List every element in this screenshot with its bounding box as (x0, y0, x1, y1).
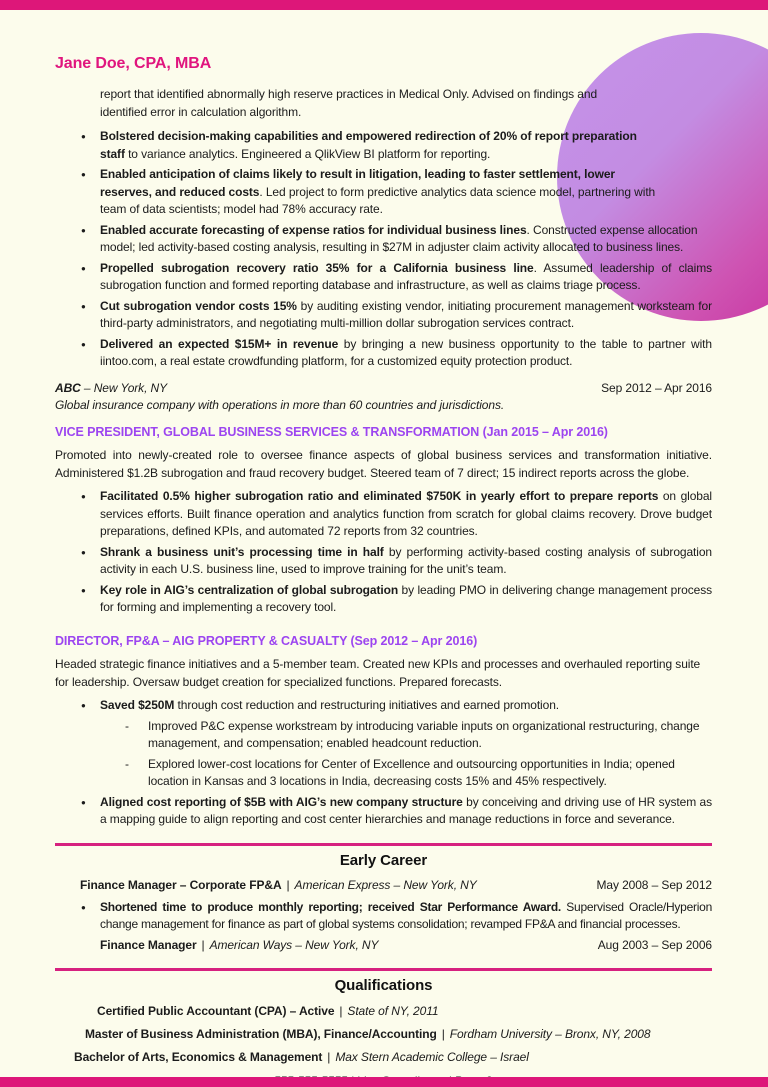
bullet-lead: Propelled subrogation recovery ratio 35% for a California business line (100, 260, 534, 275)
senior-bullet-list (55, 128, 712, 371)
role-summary: Headed strategic finance initiatives and a 5-member team. Created new KPIs and processes and overhauled reporting suite for leadership. Oversaw budget creation for specialized functions. Prepared forecasts. (55, 657, 701, 689)
bullet-item (55, 899, 712, 934)
company-tagline: Global insurance company with operations in more than 60 countries and jurisdictions. (55, 398, 505, 412)
bullet-lead: Shortened time to produce monthly reporting; received Star Performance Award. (100, 899, 562, 914)
bullet-text: . Led project to form predictive analytics data science model, partnering with team of data scientists; model had 78% accuracy rate. (100, 184, 656, 216)
entry-role: Finance Manager – Corporate FP&A (80, 878, 282, 892)
entry-role-company (80, 877, 477, 895)
company-name: ABC (55, 380, 81, 395)
bullet-lead: Enabled accurate forecasting of expense ratios for individual business lines (100, 222, 527, 237)
bullet-lead: Key role in AIG’s centralization of global subrogation (100, 582, 399, 597)
bullet-text: on global services efforts. Built finance operation and analytics function from scratch for global claims recovery. Drove budget preparations, defined KPIs, and automated 72 reports from 32 countries. (100, 489, 712, 538)
company-name-location (55, 380, 167, 398)
bullet-text: . Constructed expense allocation model; led activity-based costing analysis, resulting in $27M in adjuster claim activity allocated to business lines. (100, 222, 698, 254)
qualification-detail: Fordham University – Bronx, NY, 2008 (449, 1026, 651, 1041)
bullet-text: by conceiving and driving use of HR system as a mapping guide to align reporting and cost center hierarchies and manage reductions in force and severance. (100, 794, 712, 826)
bullet-text: by bringing a new business opportunity to the table to partner with iintoo.com, a real estate crowdfunding platform, for a customized equity protection product. (100, 336, 712, 368)
separator: | (441, 1026, 445, 1041)
sub-bullet-item: - Explored lower-cost locations for Center of Excellence and outsourcing opportunities in India; opened location in Kansas and 3 locations in India, decreasing costs 15% and 45% respectively. (100, 756, 712, 791)
early-career-entry (100, 937, 712, 955)
bullet-text: by performing activity-based costing analysis of subrogation activity in each U.S. business line, used to improve training for the unit’s team. (100, 544, 712, 576)
bullet-item (55, 128, 660, 163)
director-bullet-list (55, 697, 712, 829)
bullet-item (55, 582, 712, 617)
qualification-name: Bachelor of Arts, Economics & Management (74, 1049, 323, 1064)
qualification-name: Certified Public Accountant (CPA) – Active (97, 1003, 335, 1018)
bullet-text: to variance analytics. Engineered a QlikView BI platform for reporting. (124, 146, 491, 161)
bullet-text: Supervised Oracle/Hyperion change management for finance as part of global systems consolidation; revamped FP&A and financial processes. (100, 899, 713, 931)
continuation-paragraph: report that identified abnormally high reserve practices in Medical Only. Advised on findings and identified error in calculation algorithm. (100, 87, 598, 119)
bullet-item (55, 697, 712, 791)
bullet-lead: Delivered an expected $15M+ in revenue (100, 336, 339, 351)
top-accent-bar (0, 0, 768, 10)
bullet-lead: Saved $250M (100, 698, 175, 712)
bullet-lead: Aligned cost reporting of $5B with AIG’s new company structure (100, 794, 463, 809)
bullet-item (55, 222, 712, 257)
company-dates: Sep 2012 – Apr 2016 (601, 380, 712, 395)
separator: | (339, 1003, 343, 1018)
qualification-detail: State of NY, 2011 (347, 1003, 439, 1018)
bullet-item (55, 260, 712, 295)
entry-dates: Aug 2003 – Sep 2006 (597, 937, 712, 952)
separator: | (286, 878, 290, 892)
bullet-lead: Enabled anticipation of claims likely to result in litigation, leading to faster settlement, lower reserves, and reduced costs (100, 167, 615, 199)
bullet-lead: Shrank a business unit’s processing time in half (100, 544, 384, 559)
bullet-item (55, 488, 712, 541)
bullet-lead: Bolstered decision-making capabilities and empowered redirection of 20% of report preparation staff (100, 129, 637, 161)
qualification-item (74, 1049, 712, 1067)
separator: | (201, 937, 205, 952)
page-title: Jane Doe, CPA, MBA (55, 55, 212, 72)
bullet-text: through cost reduction and restructuring initiatives and earned promotion. (174, 698, 560, 712)
qualification-detail: Max Stern Academic College – Israel (335, 1049, 529, 1064)
early-career-bullets (55, 899, 712, 934)
bullet-lead: Facilitated 0.5% higher subrogation ratio and eliminated $750K in yearly effort to prepare reports (100, 489, 659, 503)
section-divider (55, 843, 712, 846)
sub-bullet-list (100, 718, 712, 791)
company-location: – New York, NY (80, 380, 168, 395)
entry-dates: May 2008 – Sep 2012 (596, 878, 712, 892)
role-heading-director: DIRECTOR, FP&A – AIG PROPERTY & CASUALTY (Sep 2012 – Apr 2016) (55, 633, 478, 648)
qualification-item (97, 1003, 712, 1021)
bullet-item (55, 336, 712, 371)
page-content (55, 0, 712, 1087)
bullet-lead: Cut subrogation vendor costs 15% (100, 298, 297, 313)
entry-company: American Express – New York, NY (294, 878, 477, 892)
bottom-accent-bar (0, 1077, 768, 1087)
qualification-item (85, 1026, 712, 1044)
early-career-title: Early Career (339, 851, 428, 869)
early-career-entry (80, 877, 712, 895)
role-summary: Promoted into newly-created role to oversee finance aspects of global business services and transformation initiative. Administered $1.2B subrogation and fraud recovery budget. Steered team of 7 direct; 15 indirect reports across the globe. (55, 448, 712, 480)
bullet-item (55, 166, 665, 219)
vp-bullet-list (55, 488, 712, 617)
entry-company: American Ways – New York, NY (209, 937, 379, 952)
qualification-name: Master of Business Administration (MBA), Finance/Accounting (85, 1026, 437, 1041)
bullet-text: by auditing existing vendor, initiating procurement management worksteam for third-party administrators, and negotiating multi-million dollar subrogation services contract. (100, 298, 712, 330)
sub-bullet-item: - Improved P&C expense workstream by introducing variable inputs on organizational restructuring, change management, and compensation; enabled headcount reduction. (100, 718, 712, 753)
bullet-text: . Assumed leadership of claims subrogation function and formed reporting database and infrastructure, as well as claims triage process. (100, 260, 712, 292)
entry-role: Finance Manager (100, 937, 197, 952)
bullet-item (55, 298, 712, 333)
role-heading-vp: VICE PRESIDENT, GLOBAL BUSINESS SERVICES & TRANSFORMATION (Jan 2015 – Apr 2016) (55, 424, 608, 439)
company-header (55, 380, 712, 398)
separator: | (327, 1049, 331, 1064)
bullet-text: by leading PMO in delivering change management process for forming and implementing a recovery tool. (100, 582, 712, 614)
section-divider (55, 968, 712, 971)
entry-role-company (100, 937, 378, 955)
bullet-item (55, 794, 712, 829)
bullet-item (55, 544, 712, 579)
qualifications-title: Qualifications (334, 977, 433, 994)
